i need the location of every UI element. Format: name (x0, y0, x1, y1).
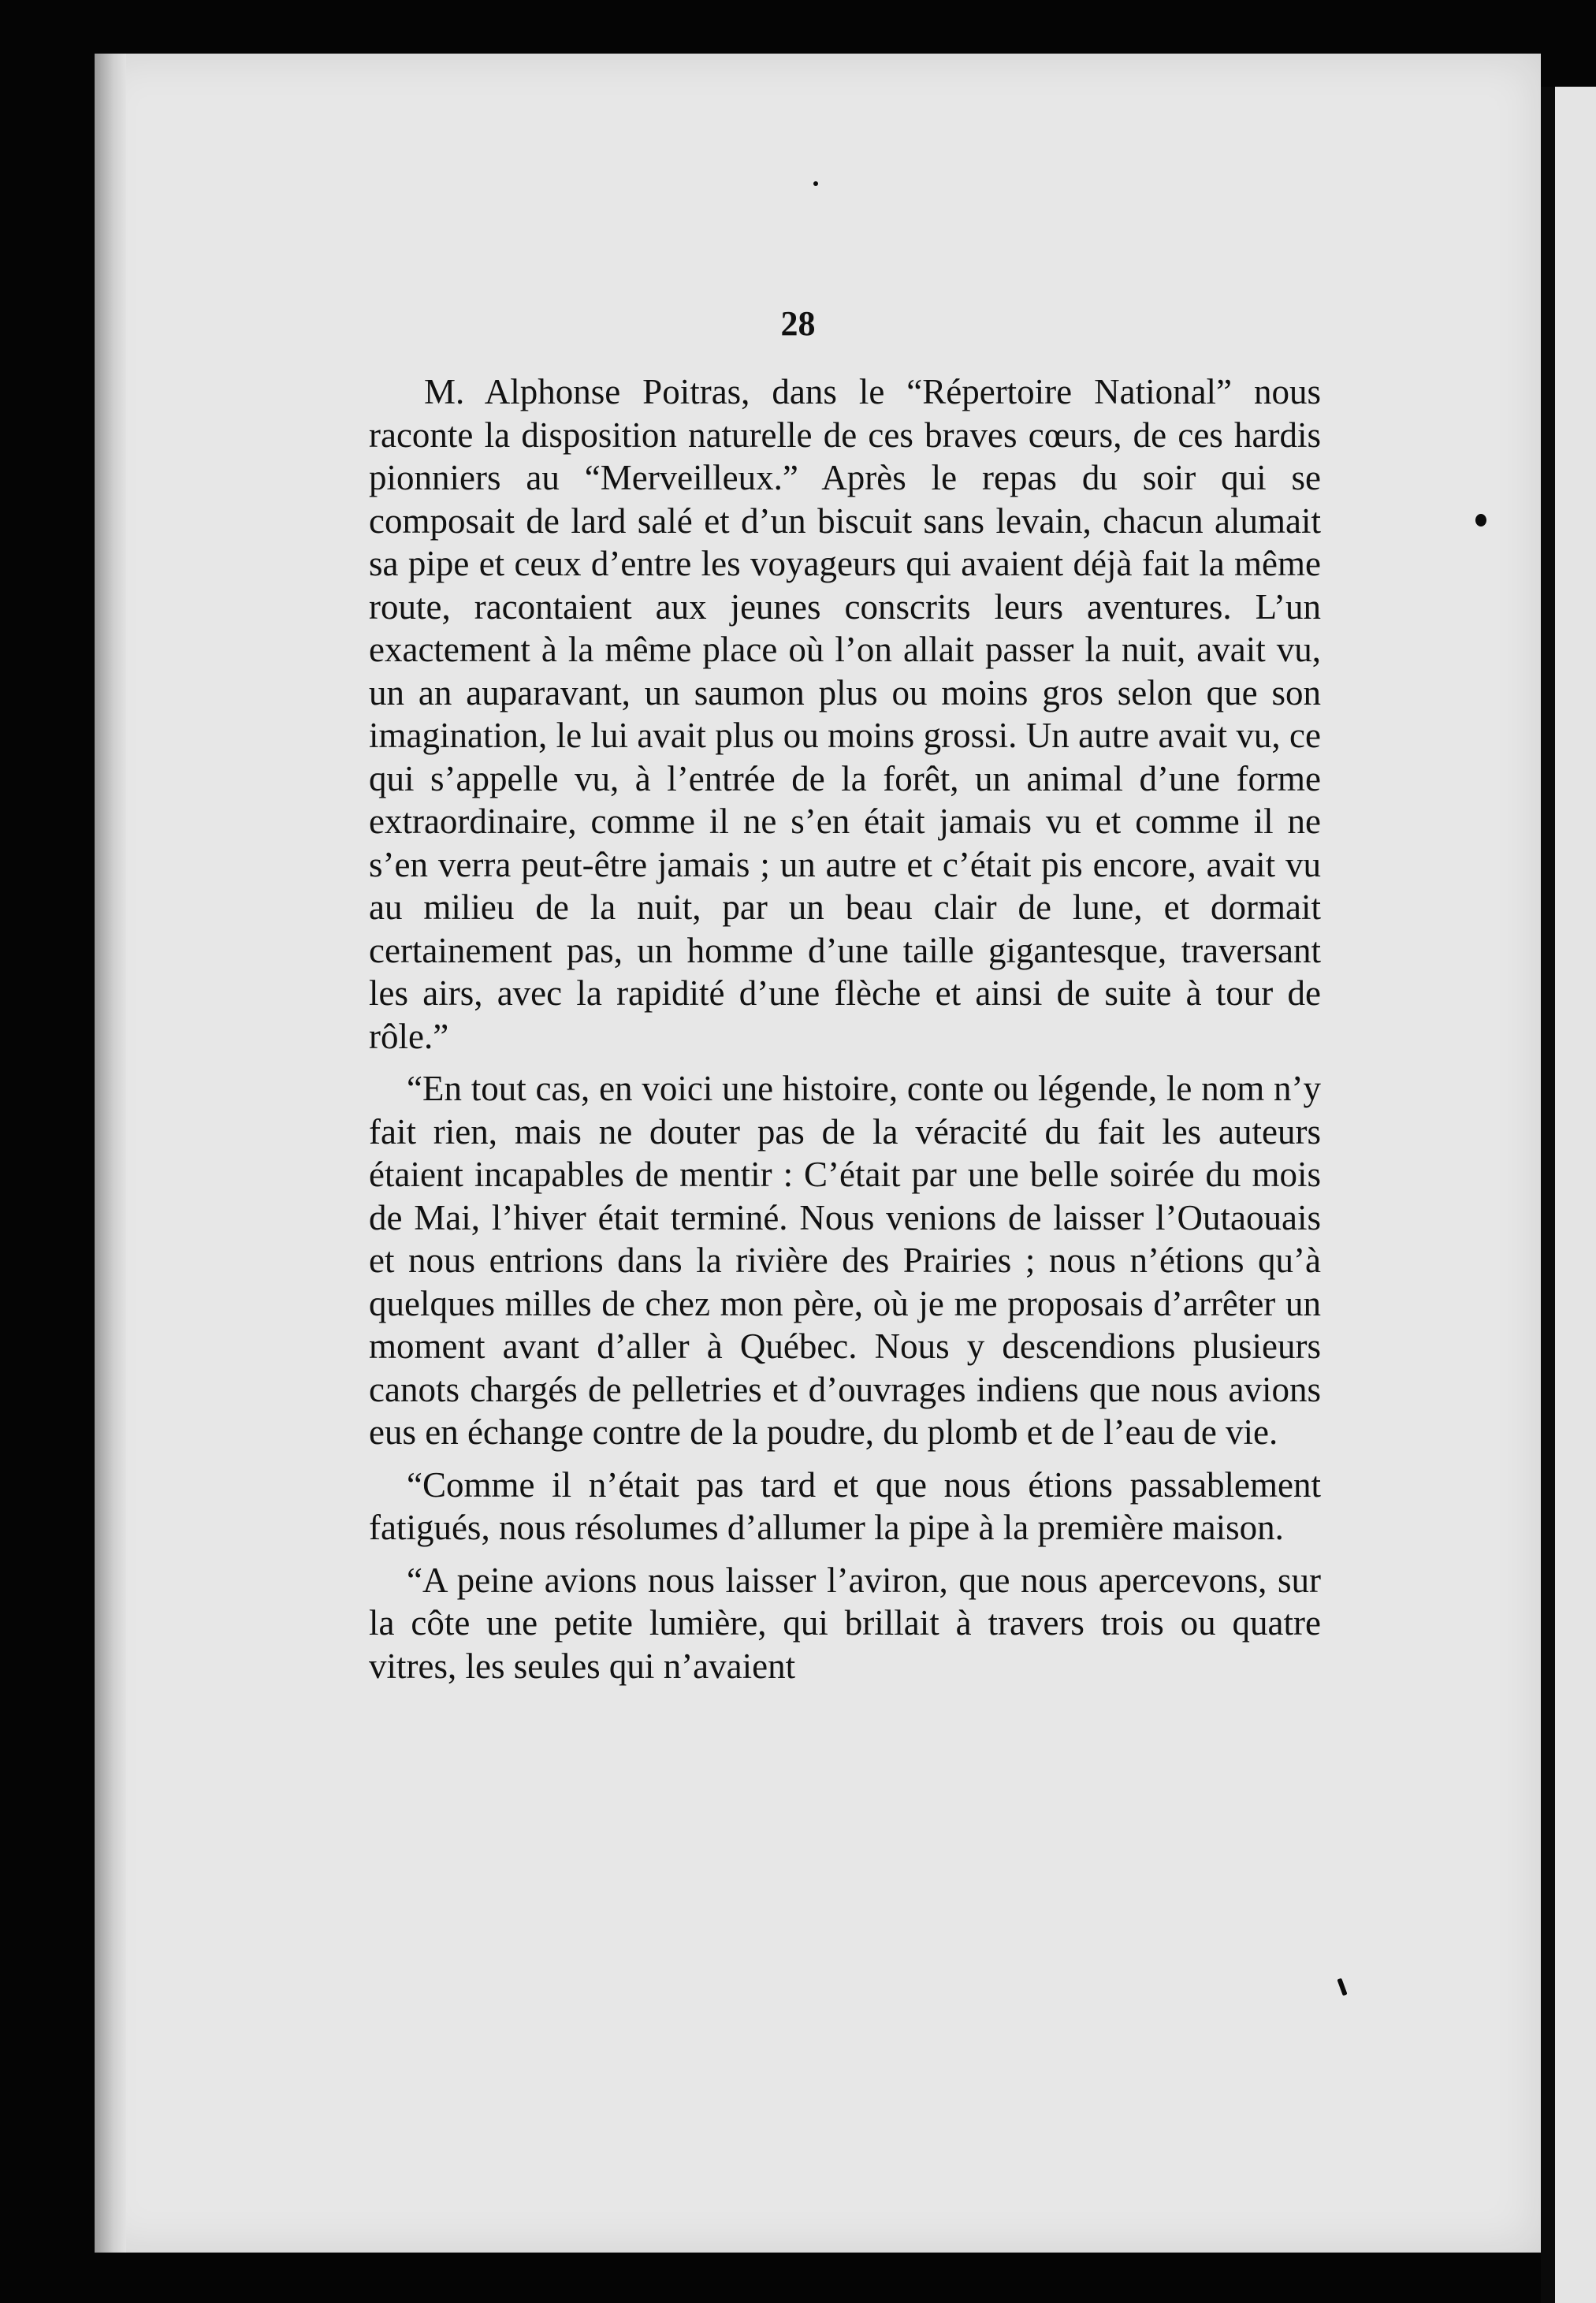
scan-speck (813, 181, 818, 186)
paragraph: “A peine avions nous laisser l’aviron, que nous apercevons, sur la côte une petite lumière, qui brillait à travers trois ou quatre vitres, les seules qui n’avaient (369, 1560, 1321, 1686)
page-number: 28 (780, 304, 816, 343)
scan-speck (1475, 514, 1486, 526)
next-page-edge (1541, 87, 1596, 2303)
paragraph: “Comme il n’était pas tard et que nous étions passablement fatigués, nous résolumes d’allumer la pipe à la première maison. (369, 1464, 1321, 1547)
paragraph: M. Alphonse Poitras, dans le “Répertoire National” nous raconte la disposition naturelle de ces braves cœurs, de ces hardis pionniers au “Merveilleux.” Après le repas du soir qui se composait de lard salé et d’un biscuit sans levain, chacun alumait sa pipe et ceux d’entre les voyageurs qui avaient déjà fait la même route, racontaient aux jeunes conscrits leurs aventures. L’un exactement à la même place où l’on allait passer la nuit, avait vu, un an auparavant, un saumon plus ou moins gros selon que son imagination, le lui avait plus ou moins grossi. Un autre avait vu, ce qui s’appelle vu, à l’entrée de la forêt, un animal d’une forme extraordinaire, comme il ne s’en était jamais vu et comme il ne s’en verra peut-être jamais ; un autre et c’était pis encore, avait vu au milieu de la nuit, par un beau clair de lune, et dormait certainement pas, un homme d’une taille gigantesque, traversant les airs, avec la rapidité d’une flèche et ainsi de suite à tour de rôle.” (369, 372, 1321, 1056)
paragraph: “En tout cas, en voici une histoire, conte ou légende, le nom n’y fait rien, mais ne douter pas de la véracité du fait les auteurs étaient incapables de mentir : C’était par une belle soirée du mois de Mai, l’hiver était terminé. Nous venions de laisser l’Outaouais et nous entrions dans la rivière des Prairies ; nous n’étions qu’à quelques milles de chez mon père, où je me proposais d’arrêter un moment avant d’aller à Québec. Nous y descendions plusieurs canots chargés de pelletries et d’ouvrages indiens que nous avions eus en échange contre de la poudre, du plomb et de l’eau de vie. (369, 1069, 1321, 1452)
body-text (369, 370, 1321, 1687)
page-gutter (95, 54, 126, 2253)
